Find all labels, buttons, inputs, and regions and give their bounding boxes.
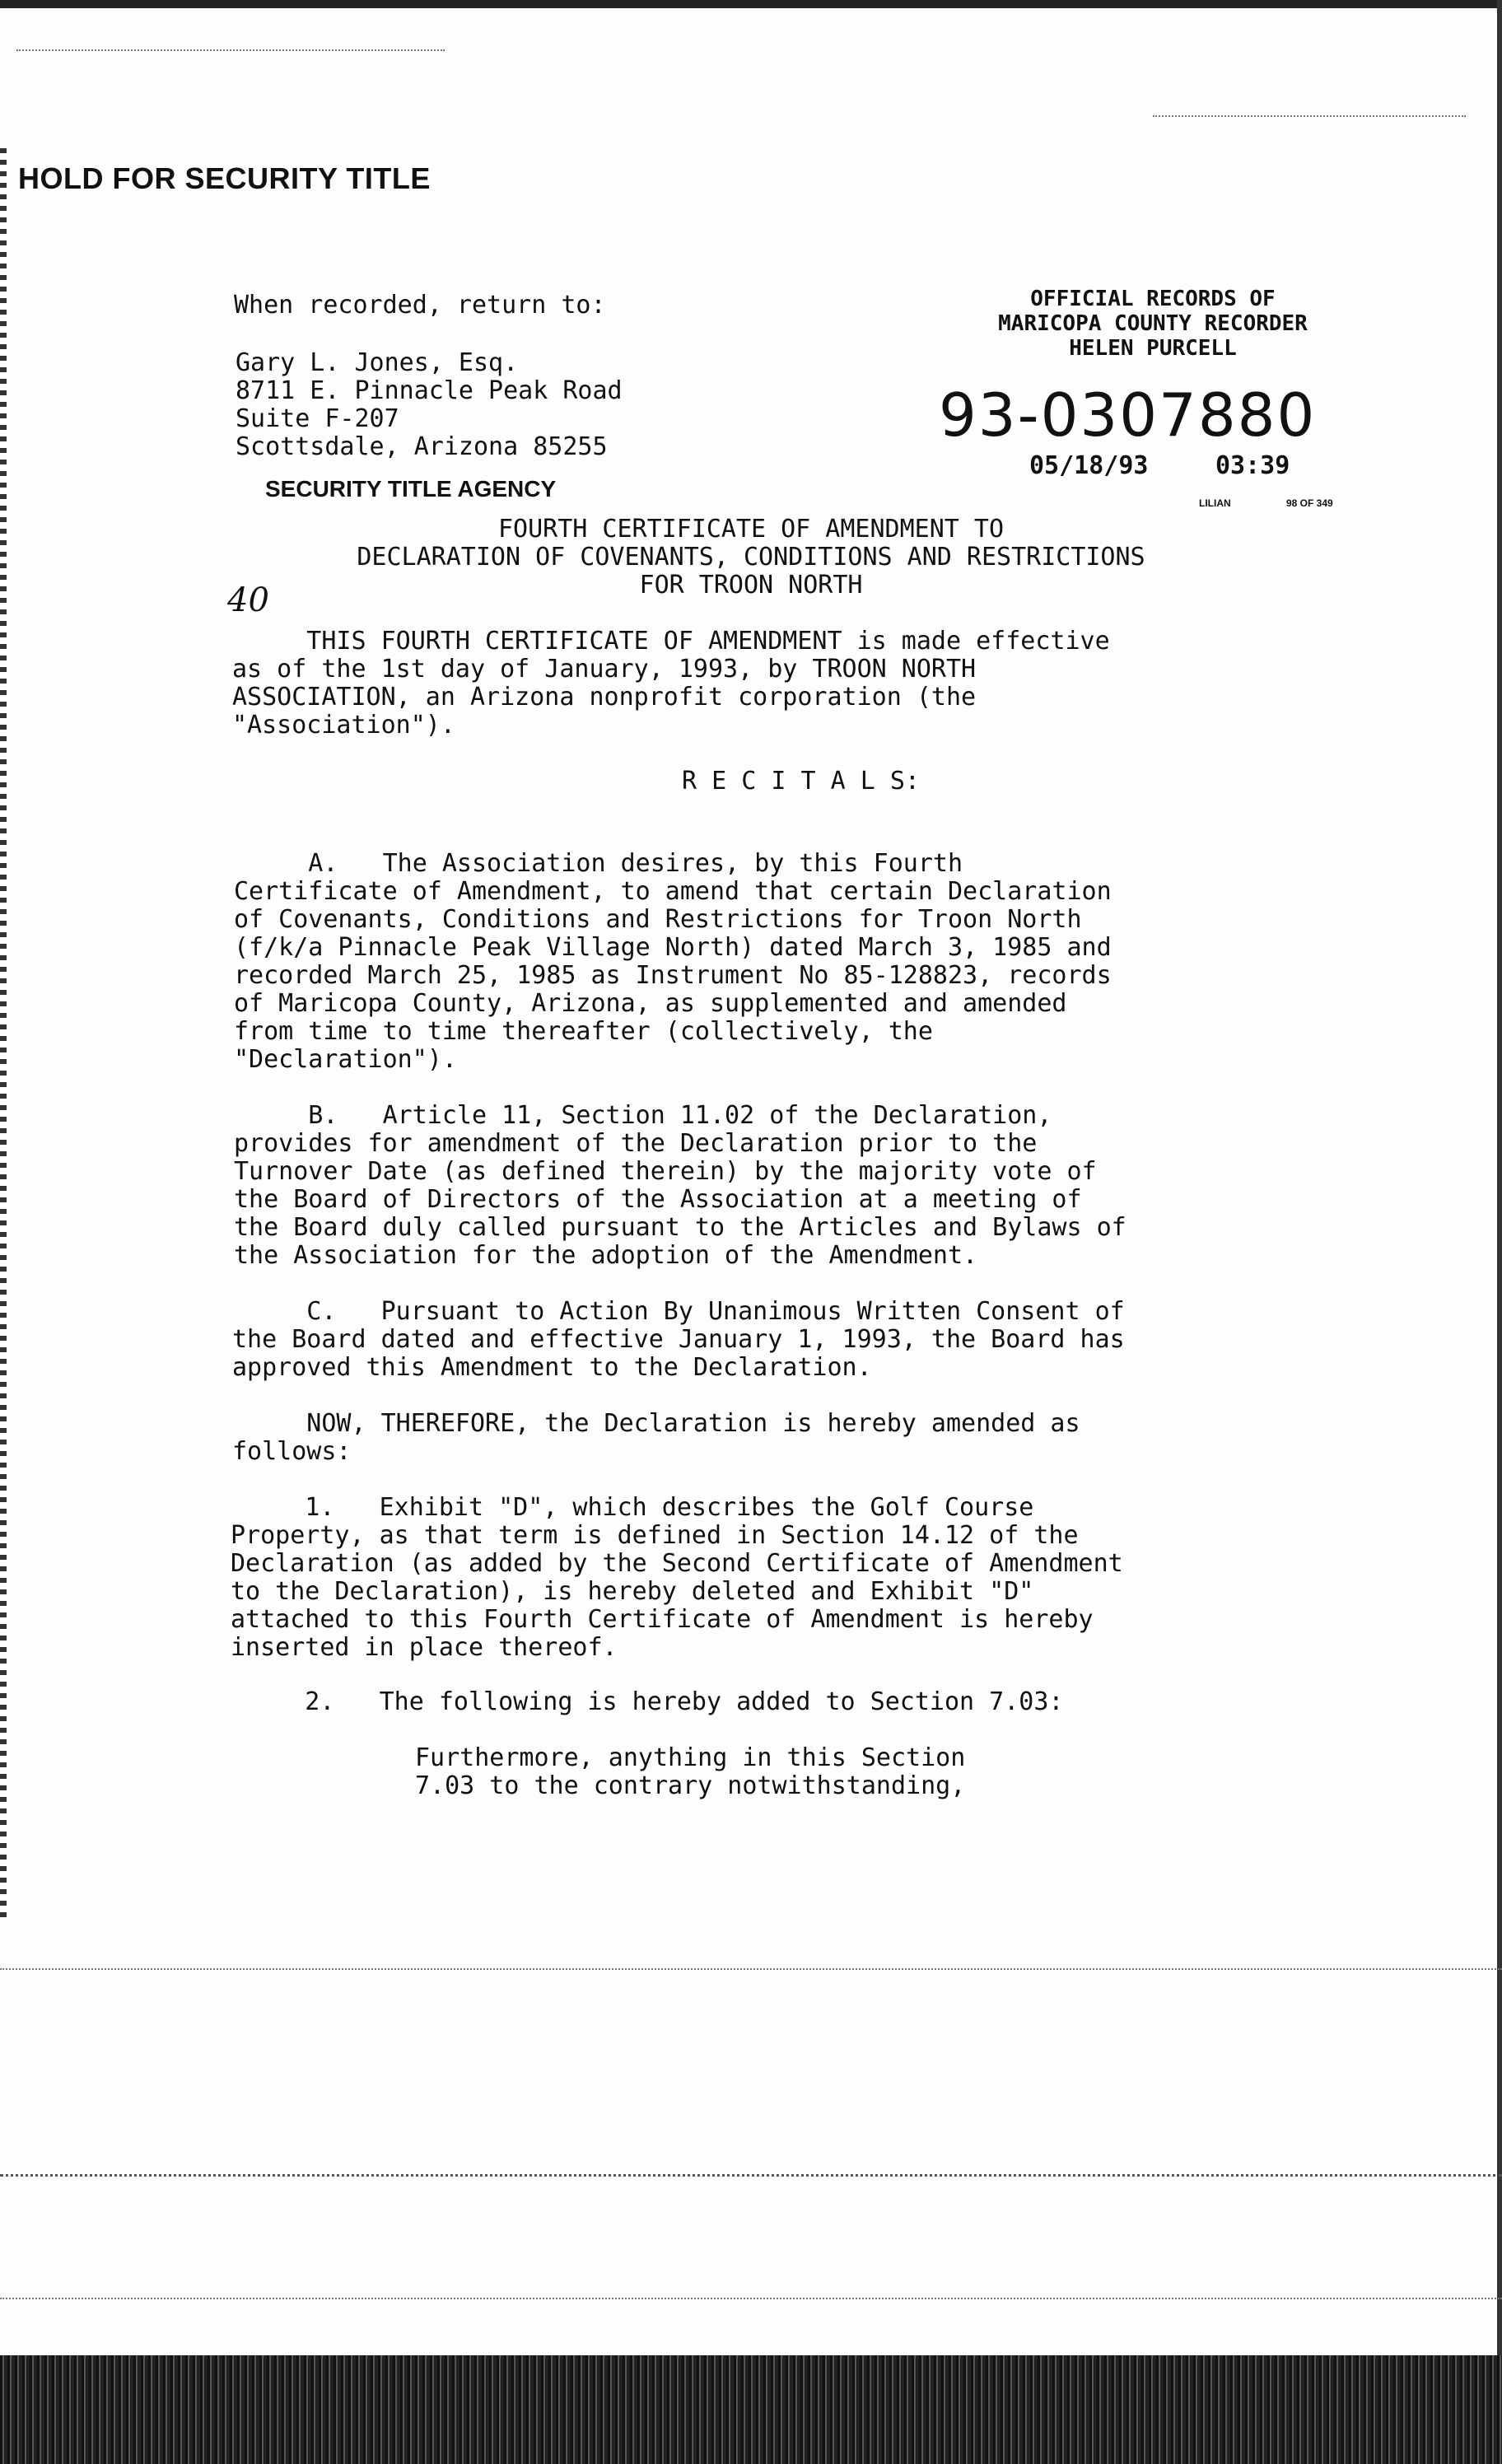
scan-noise (0, 2174, 1502, 2177)
recording-time: 03:39 (1215, 451, 1290, 480)
recorder-stamp-line: MARICOPA COUNTY RECORDER (998, 311, 1308, 336)
recital-a-line: of Covenants, Conditions and Restrictions for Troon North (234, 905, 1082, 934)
item-2-quote-line: 7.03 to the contrary notwithstanding, (415, 1771, 966, 1800)
handwritten-fee: 40 (227, 581, 269, 619)
item-1-line: inserted in place thereof. (231, 1633, 618, 1662)
item-1-line: attached to this Fourth Certificate of Amendment is hereby (231, 1605, 1094, 1634)
item-1-line: Property, as that term is defined in Section 14.12 of the (231, 1521, 1079, 1550)
item-1-line: Declaration (as added by the Second Certificate of Amendment (231, 1549, 1123, 1578)
recorder-clerk: LILIAN (1199, 497, 1231, 509)
intro-line: "Association"). (232, 711, 455, 740)
recital-b-line: the Board of Directors of the Association at a meeting of (234, 1185, 1082, 1214)
recital-b-line: the Board duly called pursuant to the Articles and Bylaws of (234, 1213, 1126, 1242)
scan-edge-right (1497, 0, 1502, 2464)
return-to-line: 8711 E. Pinnacle Peak Road (236, 376, 623, 405)
recital-a-line: Certificate of Amendment, to amend that certain Declaration (234, 877, 1112, 906)
scan-edge-bottom (0, 2355, 1502, 2464)
recital-a-line: of Maricopa County, Arizona, as supplemented and amended (234, 989, 1067, 1018)
recital-c-line: approved this Amendment to the Declaration. (232, 1353, 872, 1382)
recital-b-line: the Association for the adoption of the Amendment. (234, 1241, 978, 1270)
document-title-line: FOURTH CERTIFICATE OF AMENDMENT TO (497, 515, 1005, 544)
recital-a-line: from time to time thereafter (collectively, the (234, 1017, 933, 1046)
item-1-line: to the Declaration), is hereby deleted and Exhibit "D" (231, 1577, 1034, 1606)
recorder-stamp-line: OFFICIAL RECORDS OF (1030, 287, 1276, 311)
recital-a-line: "Declaration"). (234, 1045, 457, 1074)
recitals-heading: R E C I T A L S: (682, 767, 920, 796)
item-2-quote-line: Furthermore, anything in this Section (415, 1743, 966, 1772)
recording-number: 93-0307880 (939, 380, 1317, 450)
item-1-line: 1. Exhibit "D", which describes the Golf Course (231, 1493, 1034, 1522)
recital-c-line: the Board dated and effective January 1, 1993, the Board has (232, 1325, 1125, 1354)
scan-noise (0, 1968, 1502, 1970)
scan-noise (0, 2298, 1502, 2299)
now-therefore-line: follows: (232, 1437, 352, 1466)
return-to-label: When recorded, return to: (234, 291, 606, 320)
return-to-line: Gary L. Jones, Esq. (236, 348, 519, 377)
scan-edge-left (0, 148, 7, 1919)
recorder-page-count: 98 OF 349 (1286, 497, 1333, 509)
item-2-line: 2. The following is hereby added to Section 7.03: (231, 1687, 1064, 1716)
document-title-line: FOR TROON NORTH (639, 571, 863, 600)
scan-noise (16, 49, 445, 51)
recital-a-line: A. The Association desires, by this Fourth (234, 849, 963, 878)
security-title-agency-stamp: SECURITY TITLE AGENCY (265, 476, 557, 502)
return-to-line: Suite F-207 (236, 404, 399, 433)
recorder-stamp-line: HELEN PURCELL (1069, 336, 1237, 361)
recording-date: 05/18/93 (1029, 451, 1149, 480)
recital-a-line: recorded March 25, 1985 as Instrument No 85-128823, records (234, 961, 1112, 990)
intro-line: ASSOCIATION, an Arizona nonprofit corporation (the (232, 683, 977, 712)
return-to-line: Scottsdale, Arizona 85255 (236, 432, 608, 461)
recital-b-line: B. Article 11, Section 11.02 of the Declaration, (234, 1101, 1052, 1130)
recital-b-line: provides for amendment of the Declaration prior to the (234, 1129, 1038, 1158)
intro-line: THIS FOURTH CERTIFICATE OF AMENDMENT is made effective (232, 627, 1110, 656)
hold-for-security-title-stamp: HOLD FOR SECURITY TITLE (18, 161, 431, 195)
scan-noise (1153, 115, 1466, 117)
recital-a-line: (f/k/a Pinnacle Peak Village North) dated March 3, 1985 and (234, 933, 1112, 962)
now-therefore-line: NOW, THEREFORE, the Declaration is hereby amended as (232, 1409, 1080, 1438)
recital-b-line: Turnover Date (as defined therein) by the majority vote of (234, 1157, 1097, 1186)
intro-line: as of the 1st day of January, 1993, by TROON NORTH (232, 655, 977, 684)
recital-c-line: C. Pursuant to Action By Unanimous Written Consent of (232, 1297, 1125, 1326)
document-title-line: DECLARATION OF COVENANTS, CONDITIONS AND RESTRICTIONS (357, 543, 1145, 572)
scan-edge-top (0, 0, 1502, 8)
